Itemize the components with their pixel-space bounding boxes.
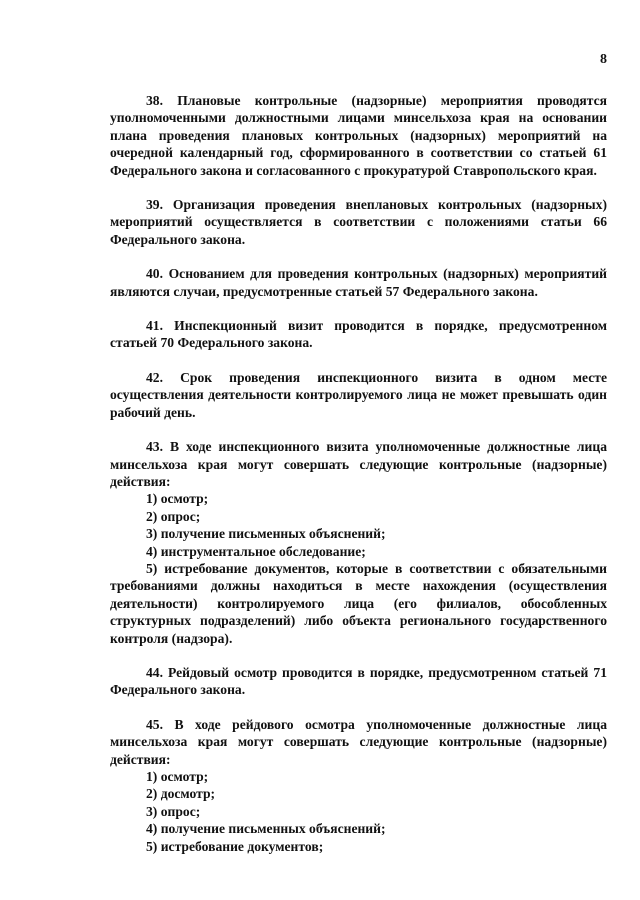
paragraph-45	[110, 716, 607, 855]
paragraph-39: 39. Организация проведения внеплановых контрольных (надзорных) мероприятий осуществляется в соответствии с положениями статьи 66 Федерального закона.	[110, 197, 607, 247]
paragraph-42: 42. Срок проведения инспекционного визита в одном месте осуществления деятельности контролируемого лица не может превышать один рабочий день.	[110, 369, 607, 420]
paragraph-45-intro: 45. В ходе рейдового осмотра уполномоченные должностные лица минсельхоза края могут совершать следующие контрольные (надзорные) действия:	[110, 716, 607, 767]
paragraph-45-list	[110, 768, 607, 855]
document-body	[110, 92, 607, 872]
paragraph-41: 41. Инспекционный визит проводится в порядке, предусмотренном статьей 70 Федерального закона.	[110, 318, 607, 351]
list-item: 3) получение письменных объяснений;	[146, 526, 386, 542]
list-item: 1) осмотр;	[146, 769, 209, 784]
paragraph-43	[110, 438, 607, 647]
paragraph-44: 44. Рейдовый осмотр проводится в порядке, предусмотренном статьей 71 Федерального закона.	[110, 664, 607, 698]
list-item: 4) инструментальное обследование;	[146, 543, 366, 559]
paragraph-40: 40. Основанием для проведения контрольных (надзорных) мероприятий являются случаи, предусмотренные статьей 57 Федерального закона.	[110, 266, 607, 299]
list-item: 3) опрос;	[146, 803, 201, 819]
list-item: 2) опрос;	[146, 508, 201, 524]
paragraph-43-intro: 43. В ходе инспекционного визита уполномоченные должностные лица минсельхоза края могут совершать следующие контрольные (надзорные) действия:	[110, 439, 607, 489]
list-item: 1) осмотр;	[146, 491, 209, 507]
paragraph-43-list	[110, 490, 607, 647]
list-item: 5) истребование документов;	[146, 838, 324, 854]
list-item: 2) досмотр;	[146, 786, 216, 802]
list-item: 4) получение письменных объяснений;	[146, 821, 386, 837]
paragraph-38: 38. Плановые контрольные (надзорные) мероприятия проводятся уполномоченными должностными лицами минсельхоза края на основании плана проведения плановых контрольных (надзорных) мероприятий на очередной календарный год, сформированного в соответствии со статьей 61 Федерального закона и согласованного с прокуратурой Ставропольского края.	[110, 93, 607, 178]
list-item: 5) истребование документов, которые в соответствии с обязательными требованиями должны находиться в месте нахождения (осуществления деятельности) контролируемого лица (его филиалов, обособленных структурных подразделений) либо объекта регионального государственного контроля (надзора).	[110, 560, 607, 646]
page-number: 8	[600, 52, 607, 67]
